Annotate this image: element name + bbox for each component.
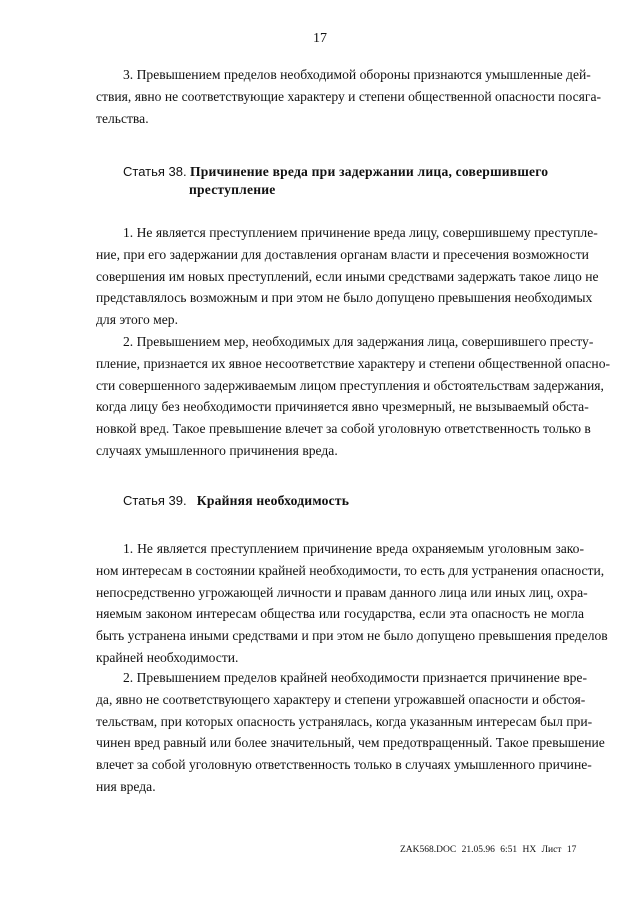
text-line: представлялось возможным и при этом не было допущено превышения необходимых — [96, 290, 593, 306]
article-39-heading — [123, 492, 349, 510]
text-line: няемым законом интересам общества или государства, если эта опасность не могла — [96, 606, 584, 622]
text-line: 3. Превышением пределов необходимой обороны признаются умышленные дей- — [123, 67, 591, 82]
article-39-label: Статья 39. — [123, 493, 187, 508]
text-line: крайней необходимости. — [96, 649, 239, 665]
text-line: 1. Не является преступлением причинение вреда лицу, совершившему преступле- — [123, 225, 598, 240]
text-line: случаях умышленного причинения вреда. — [96, 442, 338, 458]
article-39-part-1 — [96, 538, 608, 669]
article-37-part-3 — [96, 64, 602, 129]
article-39-title: Крайняя необходимость — [196, 493, 350, 508]
text-line: быть устранена иными средствами и при этом не было допущено превышения пределов — [96, 628, 608, 644]
article-38-part-1 — [96, 222, 599, 331]
document-footer: ZAK568.DOC 21.05.96 6:51 HX Лист 17 — [400, 845, 577, 855]
article-38-title-cont: преступление — [189, 182, 276, 197]
text-line: ствия, явно не соответствующие характеру и степени общественной опасности посяга- — [96, 88, 602, 104]
text-line: пление, признается их явное несоответствие характеру и степени общественной опасно- — [96, 355, 611, 371]
page-number: 17 — [313, 31, 327, 46]
article-38-part-2 — [96, 331, 611, 462]
text-line: для этого мер. — [96, 312, 179, 328]
article-38-label: Статья 38. — [123, 164, 187, 179]
text-line: да, явно не соответствующего характеру и степени угрожавшей опасности и обстоя- — [96, 691, 586, 707]
text-line: 2. Превышением мер, необходимых для задержания лица, совершившего престу- — [123, 334, 594, 349]
text-line: новкой вред. Такое превышение влечет за собой уголовную ответственность только в — [96, 421, 591, 437]
text-line: ном интересам в состоянии крайней необходимости, то есть для устранения опасности, — [96, 562, 605, 578]
text-line: сти совершенного задерживаемым лицом преступления и обстоятельствам задержания, — [96, 377, 604, 393]
text-line: ние, при его задержании для доставления органам власти и пресечения возможности — [96, 246, 589, 262]
text-line: 1. Не является преступлением причинение вреда охраняемым уголовным зако- — [123, 541, 584, 556]
text-line: совершения им новых преступлений, если иными средствами задержать такое лицо не — [96, 268, 599, 284]
text-line: когда лицу без необходимости причиняется явно чрезмерный, не вызываемый обста- — [96, 399, 589, 415]
text-line: непосредственно угрожающей личности и правам данного лица или иных лиц, охра- — [96, 584, 588, 600]
article-38-heading — [123, 163, 548, 199]
text-line: влечет за собой уголовную ответственность только в случаях умышленного причине- — [96, 757, 592, 773]
text-line: чинен вред равный или более значительный, чем предотвращенный. Такое превышение — [96, 735, 605, 751]
text-line: тельства. — [96, 110, 149, 126]
text-line: ния вреда. — [96, 778, 156, 794]
text-line: 2. Превышением пределов крайней необходимости признается причинение вре- — [123, 670, 587, 685]
article-39-part-2 — [96, 667, 605, 798]
article-38-title: Причинение вреда при задержании лица, совершившего — [190, 164, 549, 179]
text-line: тельствам, при которых опасность устранялась, когда указанным интересам был при- — [96, 713, 593, 729]
